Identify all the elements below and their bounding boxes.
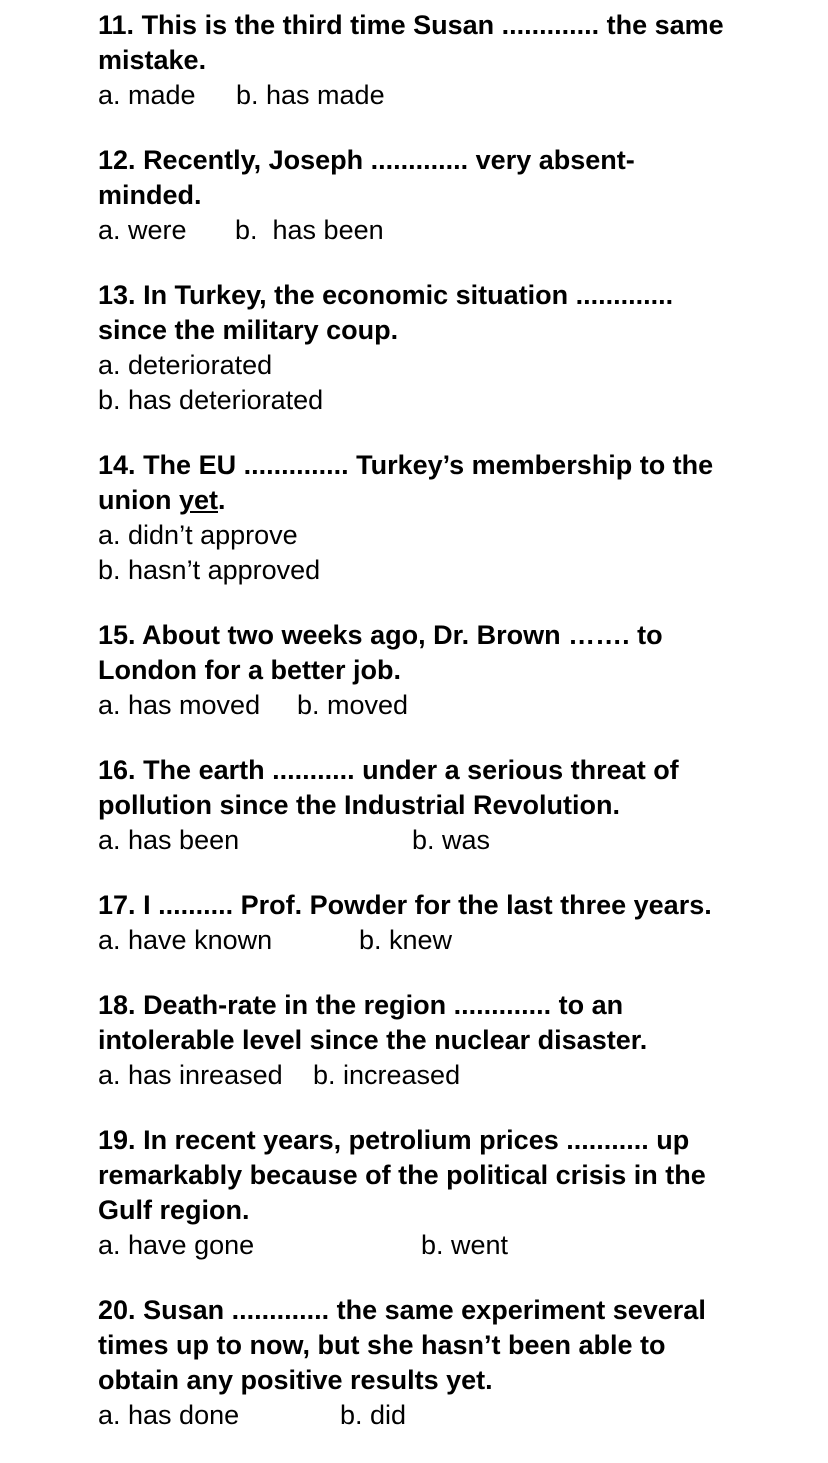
question-13 [98, 278, 738, 418]
option-a: a. made [98, 80, 196, 110]
question-number: 16. [98, 755, 136, 785]
option-b: b. has been [235, 215, 384, 245]
question-stem [98, 278, 738, 348]
question-text: This is the third time Susan ............. the same mistake. [98, 10, 724, 75]
question-16 [98, 753, 738, 858]
question-15 [98, 618, 738, 723]
answer-options [98, 823, 738, 858]
question-number: 20. [98, 1295, 136, 1325]
question-text: Susan ............. the same experiment several times up to now, but she hasn’t been able to obtain any positive results yet. [98, 1295, 706, 1395]
option-a: a. has done [98, 1400, 240, 1430]
question-number: 18. [98, 990, 136, 1020]
answer-options [98, 923, 738, 958]
question-18 [98, 988, 738, 1093]
question-text: In Turkey, the economic situation ............. since the military coup. [98, 280, 674, 345]
answer-options [98, 1228, 738, 1263]
option-a: a. deteriorated [98, 350, 273, 380]
question-stem [98, 618, 738, 688]
answer-options [98, 688, 738, 723]
question-stem [98, 988, 738, 1058]
question-12 [98, 143, 738, 248]
answer-options [98, 78, 738, 113]
question-stem [98, 143, 738, 213]
question-19 [98, 1123, 738, 1263]
question-stem [98, 753, 738, 823]
question-20 [98, 1293, 738, 1433]
option-a: a. were [98, 215, 187, 245]
option-a: a. has been [98, 825, 240, 855]
option-b: b. went [421, 1230, 509, 1260]
option-b: b. did [340, 1400, 407, 1430]
question-stem [98, 448, 738, 518]
option-a: a. has moved [98, 690, 261, 720]
question-number: 11. [98, 10, 135, 40]
option-a: a. has inreased [98, 1060, 283, 1090]
question-text: I .......... Prof. Powder for the last three years. [143, 890, 712, 920]
question-14 [98, 448, 738, 588]
question-number: 19. [98, 1125, 136, 1155]
question-text: Recently, Joseph ............. very absent-minded. [98, 145, 635, 210]
option-b: b. has made [236, 80, 385, 110]
option-b: b. knew [359, 925, 453, 955]
question-text: Death-rate in the region ............. to an intolerable level since the nuclear disaster. [98, 990, 648, 1055]
question-text: About two weeks ago, Dr. Brown ……. to London for a better job. [98, 620, 663, 685]
answer-options [98, 1058, 738, 1093]
option-b: b. was [412, 825, 491, 855]
answer-options [98, 1398, 738, 1433]
option-a: a. didn’t approve [98, 520, 298, 550]
option-a: a. have gone [98, 1230, 255, 1260]
question-number: 15. [98, 620, 136, 650]
question-17 [98, 888, 738, 958]
question-stem [98, 1293, 738, 1398]
question-text: The earth ........... under a serious threat of pollution since the Industrial Revolution. [98, 755, 679, 820]
question-text: The EU .............. Turkey’s membership to the union [98, 450, 714, 515]
option-b: b. increased [313, 1060, 461, 1090]
question-stem [98, 1123, 738, 1228]
question-number: 17. [98, 890, 136, 920]
option-a: a. have known [98, 925, 273, 955]
question-stem [98, 8, 738, 78]
worksheet [98, 8, 738, 1463]
question-number: 12. [98, 145, 136, 175]
answer-options [98, 348, 738, 418]
option-b: b. moved [297, 690, 409, 720]
answer-options [98, 213, 738, 248]
answer-options [98, 518, 738, 588]
question-text: In recent years, petrolium prices ........... up remarkably because of the political crisis in the Gulf region. [98, 1125, 706, 1225]
question-text-end: . [218, 485, 226, 515]
question-number: 14. [98, 450, 136, 480]
option-b: b. has deteriorated [98, 385, 324, 415]
question-stem [98, 888, 738, 923]
option-b: b. hasn’t approved [98, 555, 321, 585]
question-11 [98, 8, 738, 113]
underlined-word: yet [178, 485, 219, 515]
question-number: 13. [98, 280, 136, 310]
